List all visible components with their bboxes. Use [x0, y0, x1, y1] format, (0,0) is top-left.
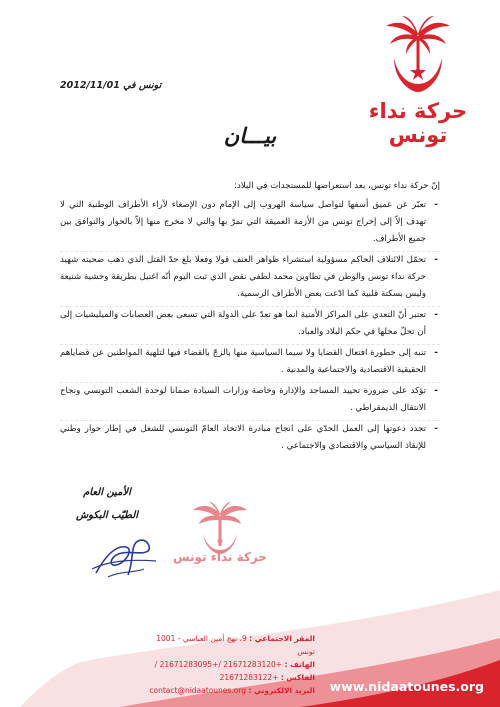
statement-intro: إنّ حركة نداء تونس، بعد استعراضها للمستجدات في البلاد:	[234, 181, 440, 191]
phone-value: +21671283120 /+21671283095	[159, 660, 283, 669]
email-value[interactable]: contact@nidaatounes.org	[149, 686, 246, 695]
footer-contact	[145, 632, 315, 697]
statement-item: - تؤكد على ضرورة تحييد المساجد والإدارة وخاصة وزارات السيادة ضمانا لوحدة الشعب التونسي ونجاح الانتقال الديمقراطي .	[60, 382, 440, 417]
fax-value: +21671283122	[219, 673, 279, 682]
website-link[interactable]: www.nidaatounes.org	[329, 679, 484, 694]
statement-body	[60, 178, 440, 458]
stamp-party-name: حركة نداء تونس	[173, 550, 267, 564]
statement-item: - تحمّل الائتلاف الحاكم مسؤولية استشراء ظواهر العنف قولا وفعلا بلغ حدّ القتل الذي ذهب ضحيته شهيد حركة نداء تونس والوطن في تطاوين محمد لطفي نقض الذي ثبت اليوم أنّه اغتيل بطريقة وحشية شنيعة وليس بسكتة قلبية كما ادّعت بعض الأطراف الرسمية.	[60, 251, 440, 303]
footer-phone-fax	[145, 658, 315, 684]
statement-item: - تنبه إلى خطورة افتعال القضايا ولا سيما السياسية منها بالزجّ بالقضاء فيها لتلهية المواطنين عن قضاياهم الحقيقية الاقتصادية والاجتماعية والمدنية .	[60, 344, 440, 379]
document-date: تونس في 2012/11/01	[60, 80, 162, 91]
signatory-name: الطيّب البكوش	[75, 510, 139, 521]
address-value: 9، نهج أمين العباسي - 1001 تونس	[156, 634, 315, 656]
palm-crescent-icon	[358, 14, 478, 104]
handwritten-signature	[86, 525, 166, 585]
footer-email	[145, 684, 315, 697]
footer-address	[145, 632, 315, 658]
address-label: المقر الاجتماعي :	[249, 634, 315, 643]
party-logo	[358, 14, 478, 147]
statement-item: - تجدد دعوتها إلى العمل الجدّي على انجاح مبادرة الاتحاد العامّ التونسي للشغل في إطار حوار وطني للإنقاذ السياسي والاقتصادي والاجتماعي .	[60, 420, 440, 455]
document-title: بيـــان	[223, 123, 277, 148]
separator: /	[154, 660, 158, 669]
party-stamp	[165, 500, 275, 580]
signatory-role: الأمين العام	[83, 487, 131, 498]
statement-item: - تعبّر عن عميق أسفها لتواصل سياسة الهروب إلى الإمام دون الإصغاء لآراء الأطراف الوطنية التي لا تهدف إلاّ إلى إخراج تونس من الأزمة العميقة التي تمرّ بها والتي لا مخرج منها إلاّ بالحوار والتوافق بين جميع الأطراف.	[60, 197, 440, 248]
fax-label: الفاكس :	[280, 673, 315, 682]
statement-item: - تعتبر أنّ التعدي على المراكز الأمنية انما هو تعدّ على الدولة التي تسعى بعض العصابات والميليشيات إلى أن تحلّ محلها في حكم البلاد والعباد.	[60, 306, 440, 341]
email-label: البريد الالكتروني :	[248, 686, 315, 695]
party-name: حركة نداء تونس	[368, 99, 468, 147]
statement-items	[60, 197, 440, 455]
phone-label: الهاتف :	[284, 660, 315, 669]
